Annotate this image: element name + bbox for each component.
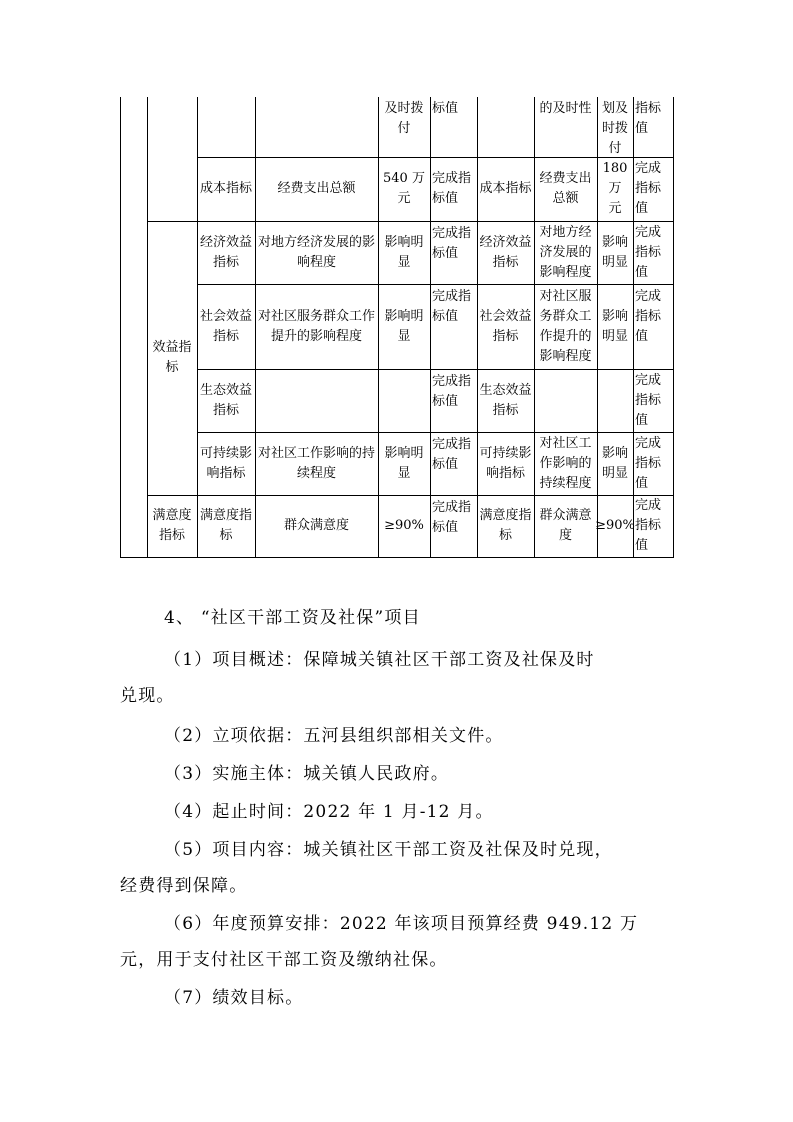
table-group-label: 满意度 指标 — [152, 508, 192, 543]
table-cell: ≥90% — [384, 518, 424, 533]
table-cell: 对社区服务群众工作 提升的影响程度 — [257, 308, 375, 344]
table-cell: 对地方经济发展的影 响程度 — [257, 234, 375, 270]
table-cell: 标值 — [432, 101, 459, 116]
table-cell: 社会效益 指标 — [199, 308, 252, 344]
table-cell: 完成 指标 值 — [635, 289, 662, 344]
table-cell: 成本指标 — [479, 181, 532, 196]
table-cell: 经费支出总额 — [277, 181, 356, 196]
paragraph-continuation: 兑现。 — [120, 686, 175, 706]
table-cell: 完成 指标 值 — [635, 498, 662, 553]
table-cell: 完成 指标 值 — [635, 372, 662, 428]
table-cell: 完成 指标 值 — [635, 435, 662, 491]
table-cell: 成本指标 — [199, 181, 252, 196]
table-cell: 完成 指标 值 — [635, 224, 662, 280]
paragraph: （1）项目概述：保障城关镇社区干部工资及社保及时 — [164, 650, 595, 670]
paragraph-continuation: 元，用于支付社区干部工资及缴纳社保。 — [120, 950, 448, 970]
table-cell: 影响 明显 — [601, 445, 628, 481]
paragraph: （2）立项依据：五河县组织部相关文件。 — [164, 726, 504, 746]
table-cell: 180 万 元 — [602, 161, 628, 216]
table-cell: 可持续影 响指标 — [479, 445, 532, 481]
table-cell: 对地方经 济发展的 影响程度 — [539, 224, 592, 280]
table-cell: 完成指 标值 — [432, 437, 472, 472]
table-cell: ≥90% — [595, 518, 635, 533]
table-cell: 影响明 显 — [384, 234, 424, 270]
table-cell: 影响明 显 — [384, 445, 424, 481]
table-cell: 生态效益 指标 — [199, 382, 252, 418]
table-cell: 及时拨 付 — [384, 101, 424, 136]
table-cell: 经济效益 指标 — [199, 234, 252, 270]
table-cell: 影响明 显 — [384, 308, 424, 344]
paragraph: （6）年度预算安排：2022 年该项目预算经费 949.12 万 — [164, 914, 639, 934]
table-group-label: 效益指 标 — [152, 340, 192, 375]
table-cell: 群众满意 度 — [539, 508, 592, 543]
table-cell: 群众满意度 — [283, 518, 349, 533]
table-cell: 满意度指 标 — [199, 508, 252, 543]
table-cell: 可持续影 响指标 — [199, 445, 252, 481]
table-cell: 经费支出 总额 — [539, 171, 592, 206]
table-cell: 完成 指标 值 — [635, 161, 662, 216]
paragraph: （3）实施主体：城关镇人民政府。 — [164, 764, 450, 784]
table-cell: 指标 值 — [635, 101, 662, 136]
paragraph: （4）起止时间：2022 年 1 月-12 月。 — [164, 802, 494, 822]
table-cell: 完成指 标值 — [432, 289, 472, 324]
table-cell: 对社区服 务群众工 作提升的 影响程度 — [539, 288, 592, 364]
table-cell: 满意度指 标 — [479, 508, 532, 543]
paragraph: （5）项目内容：城关镇社区干部工资及社保及时兑现， — [164, 840, 613, 860]
table-cell: 对社区工 作影响的 持续程度 — [539, 435, 592, 491]
table-cell: 对社区工作影响的持 续程度 — [257, 445, 375, 481]
table-cell: 社会效益 指标 — [479, 308, 532, 344]
table-cell: 影响 明显 — [601, 308, 628, 344]
paragraph-continuation: 经费得到保障。 — [120, 876, 248, 896]
table-cell: 完成指 标值 — [432, 226, 472, 261]
table-cell: 完成指 标值 — [432, 171, 472, 206]
section-heading: 4、 “社区干部工资及社保”项目 — [164, 608, 421, 628]
table-cell: 完成指 标值 — [432, 500, 472, 535]
table-cell: 生态效益 指标 — [479, 382, 532, 418]
paragraph: （7）绩效目标。 — [164, 988, 304, 1008]
table-cell: 540 万元 — [383, 171, 425, 206]
table-cell: 影响 明显 — [601, 234, 628, 270]
document-body — [120, 0, 680, 1122]
table-cell: 的及时性 — [539, 101, 592, 116]
table-cell: 划及 时拨 付 — [601, 101, 628, 156]
table-cell: 经济效益 指标 — [479, 234, 532, 270]
table-cell: 完成指 标值 — [432, 374, 472, 409]
